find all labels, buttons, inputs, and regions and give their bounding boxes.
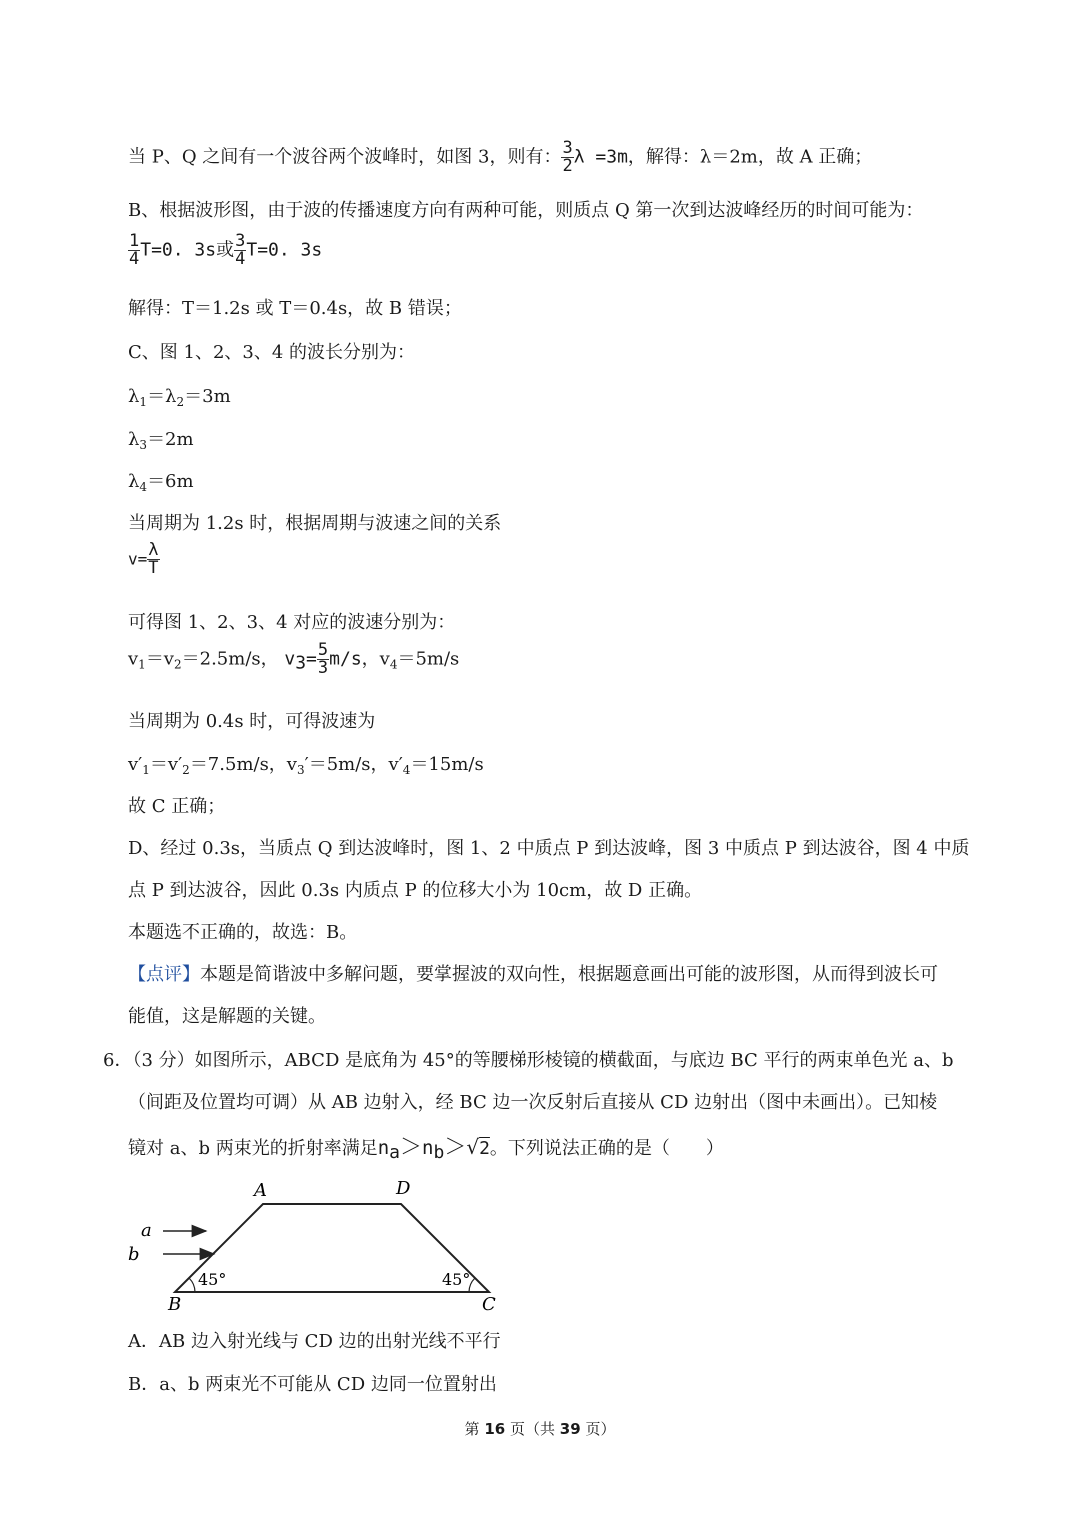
line-13: 当周期为 0.4s 时，可得波速为 — [128, 711, 376, 732]
line-8: $\lambda_4=6m$ — [128, 471, 194, 494]
fraction-1-4: $\frac{1}{4}$ — [129, 231, 140, 269]
line-7: $\lambda_3=2m$ — [128, 429, 194, 452]
line-18: 本题选不正确的，故选：B。 — [128, 922, 358, 943]
vertex-label-c: C — [482, 1294, 496, 1315]
question-6-line-1: 6．（3 分）如图所示，ABCD 是底角为 45°的等腰梯形棱镜的横截面，与底边 BC 平行的两束单色光 a、b — [103, 1050, 954, 1071]
option-b: B．a、b 两束光不可能从 CD 边同一位置射出 — [128, 1374, 497, 1395]
line-12: $v_1=v_2=2.5m/s$， $v_3=$ $\frac{5}{3}$ m/s，$v_4=5m/s$ — [128, 640, 460, 678]
option-a: A．AB 边入射光线与 CD 边的出射光线不平行 — [128, 1331, 501, 1352]
trapezoid-prism-figure — [118, 1172, 518, 1317]
fraction-3-2: $\frac{3}{2}$ — [562, 138, 573, 176]
vertex-label-a: A — [254, 1180, 267, 1201]
page-total: 39 — [559, 1420, 581, 1438]
comment-line-2: 能值，这是解题的关键。 — [128, 1006, 326, 1027]
angle-label-b: 45° — [198, 1270, 227, 1289]
fraction-lambda-t: $\frac{\lambda}{T}$ — [148, 540, 159, 578]
vertex-label-d: D — [396, 1178, 411, 1199]
line-11: 可得图 1、2、3、4 对应的波速分别为： — [128, 612, 456, 633]
fraction-3-4: $\frac{3}{4}$ — [235, 231, 246, 269]
comment-tag: 【点评】 — [128, 964, 200, 985]
comment-line-1: 【点评】本题是简谐波中多解问题，要掌握波的双向性，根据题意画出可能的波形图，从而得到波长可 — [128, 964, 938, 985]
ray-label-b: b — [128, 1244, 140, 1265]
line-14: $v'_1=v'_2=7.5m/s$，$v_3'=5m/s$，$v'_4=15m/s$ — [128, 754, 484, 777]
line-17: 点 P 到达波谷，因此 0.3s 内质点 P 的位移大小为 10cm，故 D 正确。 — [128, 880, 703, 901]
line-15: 故 C 正确； — [128, 796, 226, 817]
line-2: B、根据波形图，由于波的传播速度方向有两种可能，则质点 Q 第一次到达波峰经历的时间可能为： — [128, 200, 924, 221]
line-5: C、图 1、2、3、4 的波长分别为： — [128, 342, 416, 363]
line-9: 当周期为 1.2s 时，根据周期与波速之间的关系 — [128, 513, 502, 534]
angle-label-c: 45° — [442, 1270, 471, 1289]
question-6-line-2: （间距及位置均可调）从 AB 边射入，经 BC 边一次反射后直接从 CD 边射出（图中未画出）。已知棱 — [128, 1092, 938, 1113]
question-6-line-3: 镜对 a、b 两束光的折射率满足$n_a>n_b>√2$。下列说法正确的是（ ） — [128, 1135, 724, 1163]
line-1: 当 P、Q 之间有一个波谷两个波峰时，如图 3，则有： $\frac{3}{2}$ λ =3m，解得：λ＝2m，故 A 正确； — [128, 138, 873, 176]
line-10: v= $\frac{\lambda}{T}$ — [128, 540, 159, 578]
page-footer: 第 16 页（共 39 页） — [464, 1420, 616, 1438]
line-6: $\lambda_1=\lambda_2=3m$ — [128, 386, 231, 409]
line-4: 解得：T＝1.2s 或 T＝0.4s，故 B 错误； — [128, 298, 462, 319]
angle-arc-b — [189, 1278, 195, 1292]
line-16: D、经过 0.3s，当质点 Q 到达波峰时，图 1、2 中质点 P 到达波峰，图 3 中质点 P 到达波谷，图 4 中质 — [128, 838, 970, 859]
ray-label-a: a — [141, 1220, 152, 1241]
vertex-label-b: B — [168, 1294, 182, 1315]
page-number: 16 — [484, 1420, 506, 1438]
fraction-5-3: $\frac{5}{3}$ — [317, 640, 329, 678]
line-3: $\frac{1}{4}$ T=0. 3s或 $\frac{3}{4}$ T=0. 3s — [129, 231, 323, 269]
